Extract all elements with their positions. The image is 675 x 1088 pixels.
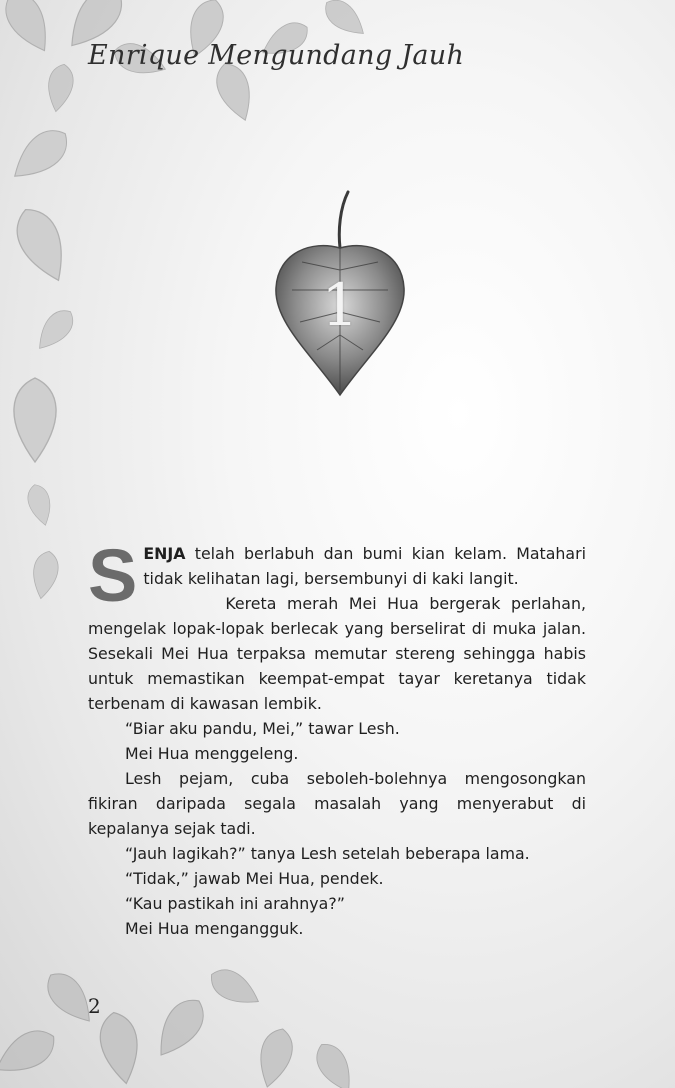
paragraph-5: Lesh pejam, cuba seboleh-bolehnya mengosongkan fikiran daripada segala masalah yang menyerabut di kepalanya sejak tadi. <box>88 769 586 838</box>
chapter-body <box>88 534 586 941</box>
decorative-leaves-bottom-icon <box>0 958 380 1088</box>
running-header-title: Enrique Mengundang Jauh <box>88 40 465 71</box>
paragraph-6: “Jauh lagikah?” tanya Lesh setelah beberapa lama. <box>125 844 530 863</box>
paragraph-8: “Kau pastikah ini arahnya?” <box>125 894 345 913</box>
drop-cap: S <box>88 534 138 617</box>
lead-word: ENJA <box>143 544 186 563</box>
paragraph-9: Mei Hua mengangguk. <box>125 919 304 938</box>
page-number: 2 <box>88 994 101 1018</box>
paragraph-1 <box>88 534 586 617</box>
paragraph-1-text: telah berlabuh dan bumi kian kelam. Matahari tidak kelihatan lagi, bersembunyi di kaki langit. <box>143 544 586 588</box>
decorative-leaves-left-icon <box>0 120 90 610</box>
paragraph-7: “Tidak,” jawab Mei Hua, pendek. <box>125 869 384 888</box>
paragraph-4: Mei Hua menggeleng. <box>125 744 299 763</box>
chapter-number: 1 <box>321 271 359 339</box>
paragraph-2: Kereta merah Mei Hua bergerak perlahan, mengelak lopak-lopak berlecak yang berselirat di muka jalan. Sesekali Mei Hua terpaksa memutar stereng sehingga habis untuk memastikan keempat-empat tayar keretanya tidak terbenam di kawasan lembik. <box>88 594 586 713</box>
paragraph-3: “Biar aku pandu, Mei,” tawar Lesh. <box>125 719 400 738</box>
